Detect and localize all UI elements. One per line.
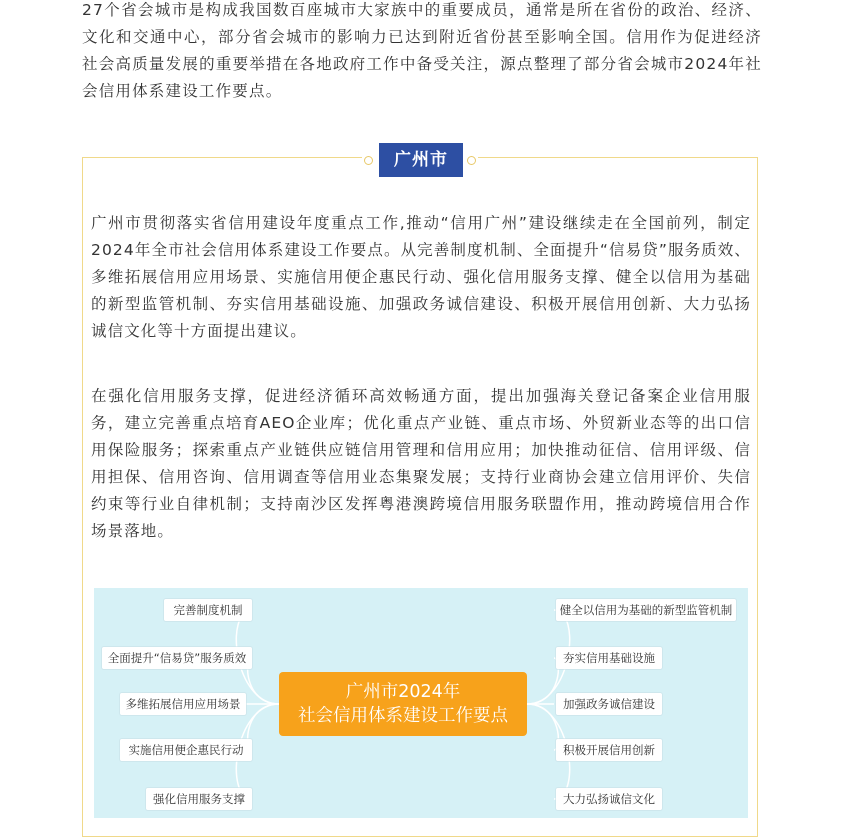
connector-right-2 [527, 658, 558, 704]
decor-dot-right-icon [467, 156, 476, 165]
center-title-line-2: 社会信用体系建设工作要点 [298, 706, 508, 726]
mindmap-node-left-4: 实施信用便企惠民行动 [120, 739, 252, 761]
connector-right-4 [527, 704, 558, 750]
decor-dot-left-icon [364, 156, 373, 165]
mindmap-node-left-1: 完善制度机制 [164, 599, 252, 621]
section-paragraph-1: 广州市贯彻落实省信用建设年度重点工作,推动“信用广州”建设继续走在全国前列，制定2024年全市社会信用体系建设工作要点。从完善制度机制、全面提升“信易贷”服务质效、多维拓展信用应用场景、实施信用便企惠民行动、强化信用服务支撑、健全以信用为基础的新型监管机制、夯实信用基础设施、加强政务诚信建设、积极开展信用创新、大力弘扬诚信文化等十方面提出建议。 [91, 214, 751, 340]
mindmap-node-left-2: 全面提升“信易贷”服务质效 [102, 647, 252, 669]
intro-paragraph: 27个省会城市是构成我国数百座城市大家族中的重要成员，通常是所在省份的政治、经济、文化和交通中心，部分省会城市的影响力已达到附近省份甚至影响全国。信用作为促进经济社会高质量发展的重要举措在各地政府工作中备受关注，源点整理了部分省会城市2024年社会信用体系建设工作要点。 [82, 1, 762, 100]
intro-text-block [82, 0, 762, 108]
mindmap-diagram [94, 588, 748, 818]
mindmap-node-right-5: 大力弘扬诚信文化 [556, 788, 662, 810]
mindmap-center-node [279, 672, 527, 736]
connector-left-4 [248, 704, 279, 750]
mindmap-node-right-3: 加强政务诚信建设 [556, 693, 662, 715]
mindmap-node-right-4: 积极开展信用创新 [556, 739, 662, 761]
mindmap-node-right-1: 健全以信用为基础的新型监管机制 [556, 599, 736, 621]
section-badge: 广州市 [379, 143, 463, 177]
mindmap-node-left-3: 多维拓展信用应用场景 [120, 693, 246, 715]
mindmap-node-left-5: 强化信用服务支撑 [146, 788, 252, 810]
section-header [362, 143, 478, 177]
center-title-line-1: 广州市2024年 [345, 682, 461, 702]
connector-left-2 [248, 658, 279, 704]
mindmap-node-right-2: 夯实信用基础设施 [556, 647, 662, 669]
section-paragraph-2: 在强化信用服务支撑，促进经济循环高效畅通方面，提出加强海关登记备案企业信用服务，建立完善重点培育AEO企业库；优化重点产业链、重点市场、外贸新业态等的出口信用保险服务；探索重点产业链供应链信用管理和信用应用；加快推动征信、信用评级、信用担保、信用咨询、信用调查等信用业态集聚发展；支持行业商协会建立信用评价、失信约束等行业自律机制；支持南沙区发挥粤港澳跨境信用服务联盟作用，推动跨境信用合作场景落地。 [91, 387, 751, 540]
